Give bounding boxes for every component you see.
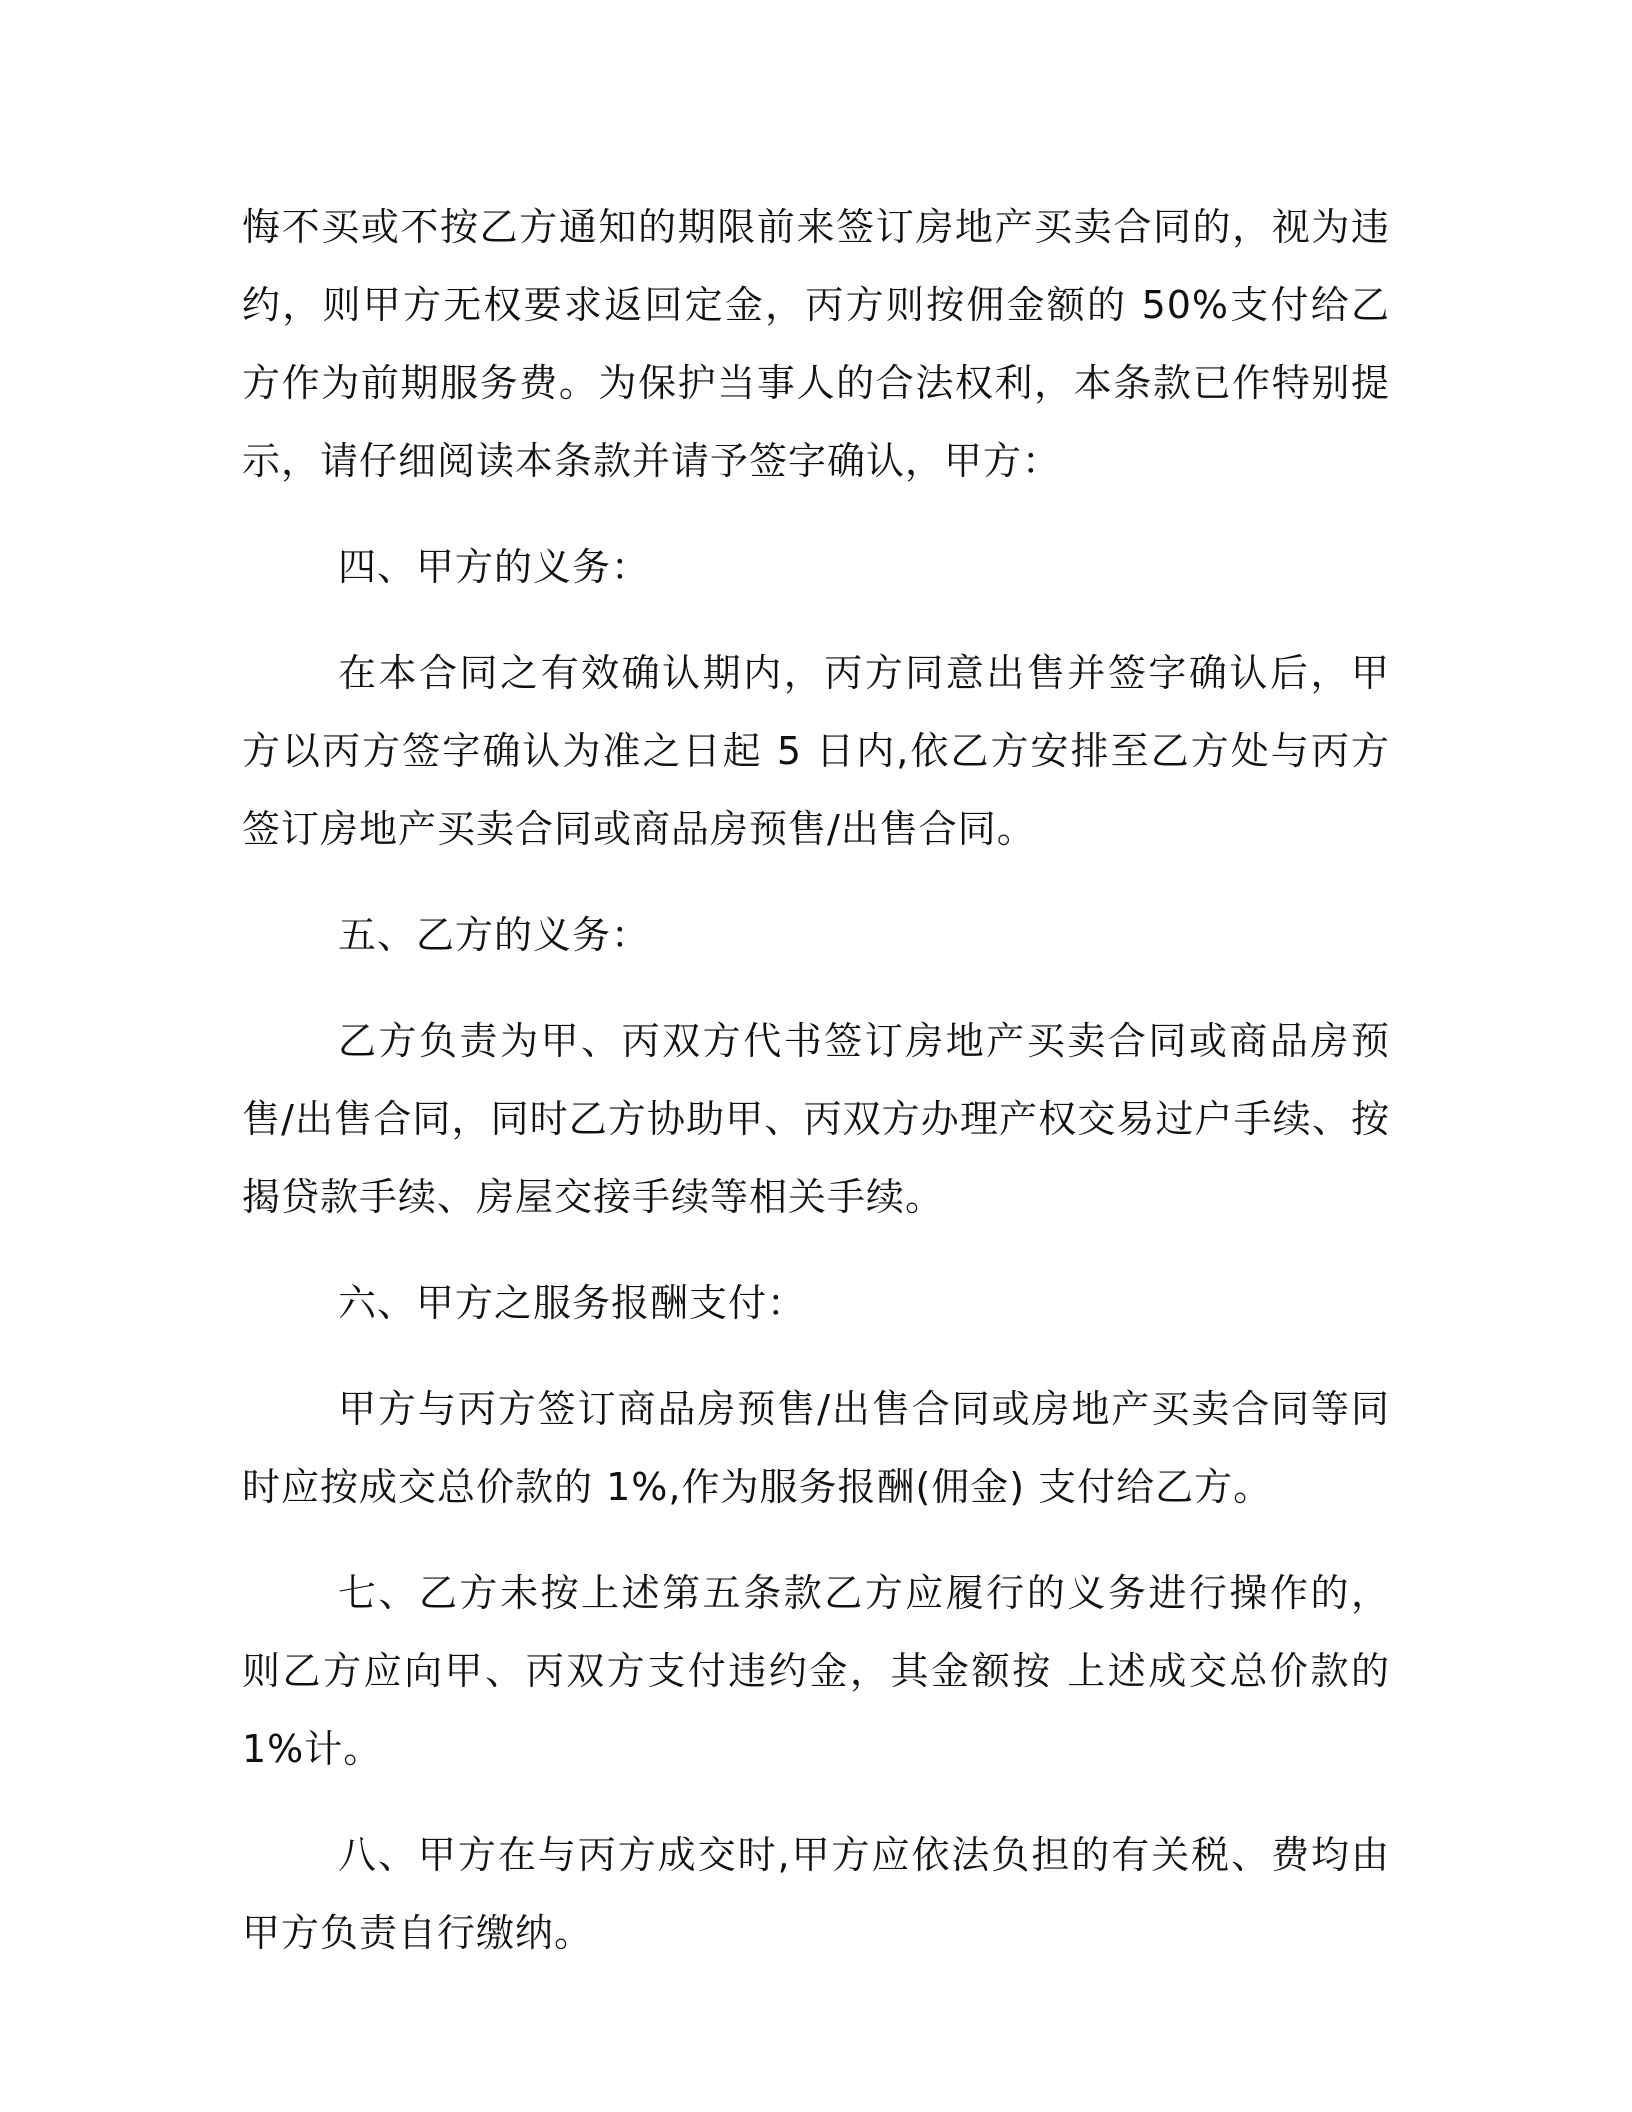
paragraph-party-b-breach: 七、乙方未按上述第五条款乙方应履行的义务进行操作的，则乙方应向甲、丙双方支付违约金，其金额按 上述成交总价款的 1%计。 xyxy=(242,1571,1390,1771)
paragraph-party-a-obligations: 在本合同之有效确认期内，丙方同意出售并签字确认后，甲方以丙方签字确认为准之日起 5 日内,依乙方安排至乙方处与丙方签订房地产买卖合同或商品房预售/出售合同。 xyxy=(242,651,1390,851)
paragraph-taxes: 八、甲方在与丙方成交时,甲方应依法负担的有关税、费均由甲方负责自行缴纳。 xyxy=(242,1833,1390,1955)
paragraph-service-fee: 甲方与丙方签订商品房预售/出售合同或房地产买卖合同等同时应按成交总价款的 1%,作为服务报酬(佣金) 支付给乙方。 xyxy=(242,1387,1390,1509)
paragraph-party-b-obligations: 乙方负责为甲、丙双方代书签订房地产买卖合同或商品房预售/出售合同，同时乙方协助甲、丙双方办理产权交易过户手续、按揭贷款手续、房屋交接手续等相关手续。 xyxy=(242,1019,1390,1219)
paragraph-default-terms: 悔不买或不按乙方通知的期限前来签订房地产买卖合同的，视为违约，则甲方无权要求返回定金，丙方则按佣金额的 50%支付给乙方作为前期服务费。为保护当事人的合法权利，本条款已作特别提示，请仔细阅读本条款并请予签字确认，甲方： xyxy=(242,205,1390,483)
heading-party-a-obligations: 四、甲方的义务： xyxy=(338,545,651,589)
heading-party-b-obligations: 五、乙方的义务： xyxy=(338,913,651,957)
heading-service-fee: 六、甲方之服务报酬支付： xyxy=(338,1281,807,1325)
document-body xyxy=(242,188,1390,2000)
